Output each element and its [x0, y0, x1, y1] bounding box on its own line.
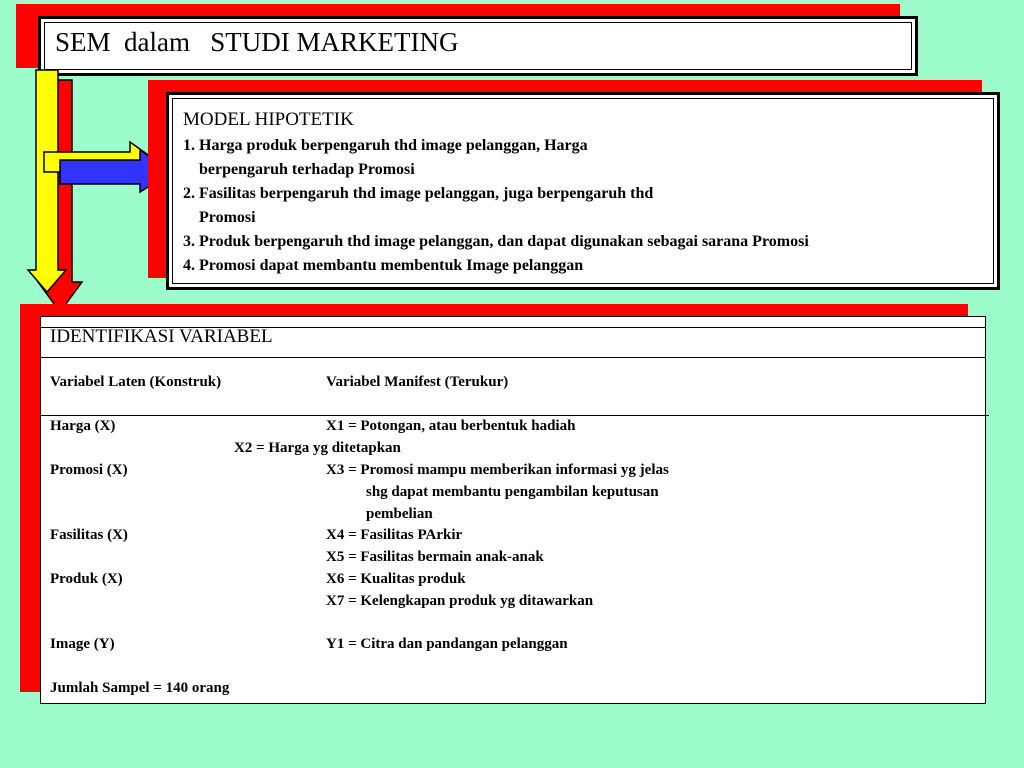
column-header-latent: Variabel Laten (Konstruk) [50, 374, 222, 390]
manifest-x3: X3 = Promosi mampu memberikan informasi yg jelas [326, 462, 669, 478]
model-line: 3. Produk berpengaruh thd image pelanggan, dan dapat digunakan sebagai sarana Promosi [183, 233, 809, 250]
model-heading: MODEL HIPOTETIK [183, 109, 354, 130]
manifest-y1: Y1 = Citra dan pandangan pelanggan [326, 636, 568, 652]
manifest-x5: X5 = Fasilitas bermain anak-anak [326, 549, 544, 565]
column-header-manifest: Variabel Manifest (Terukur) [326, 374, 509, 390]
page-title: SEM dalam STUDI MARKETING [55, 27, 459, 57]
variables-heading: IDENTIFIKASI VARIABEL [50, 326, 273, 347]
model-line: 1. Harga produk berpengaruh thd image pelanggan, Harga [183, 137, 588, 154]
latent-fasilitas: Fasilitas (X) [50, 527, 128, 543]
manifest-x1: X1 = Potongan, atau berbentuk hadiah [326, 418, 576, 434]
divider [41, 357, 985, 358]
manifest-x3-cont: shg dapat membantu pengambilan keputusan [366, 484, 659, 500]
model-line: Promosi [183, 209, 256, 226]
model-inner-border [172, 98, 994, 284]
manifest-x6: X6 = Kualitas produk [326, 571, 466, 587]
latent-produk: Produk (X) [50, 571, 123, 587]
model-line: berpengaruh terhadap Promosi [183, 161, 415, 178]
manifest-x2: X2 = Harga yg ditetapkan [234, 440, 401, 456]
manifest-x4: X4 = Fasilitas PArkir [326, 527, 463, 543]
sample-size: Jumlah Sampel = 140 orang [50, 680, 230, 696]
variables-box [40, 316, 986, 704]
manifest-x7: X7 = Kelengkapan produk yg ditawarkan [326, 593, 594, 609]
model-line: 4. Promosi dapat membantu membentuk Image pelanggan [183, 257, 584, 274]
latent-harga: Harga (X) [50, 418, 116, 434]
latent-image: Image (Y) [50, 636, 115, 652]
model-line: 2. Fasilitas berpengaruh thd image pelanggan, juga berpengaruh thd [183, 185, 654, 202]
model-box [166, 92, 1000, 290]
divider [41, 415, 989, 416]
manifest-x3-cont2: pembelian [366, 506, 433, 522]
latent-promosi: Promosi (X) [50, 462, 128, 478]
